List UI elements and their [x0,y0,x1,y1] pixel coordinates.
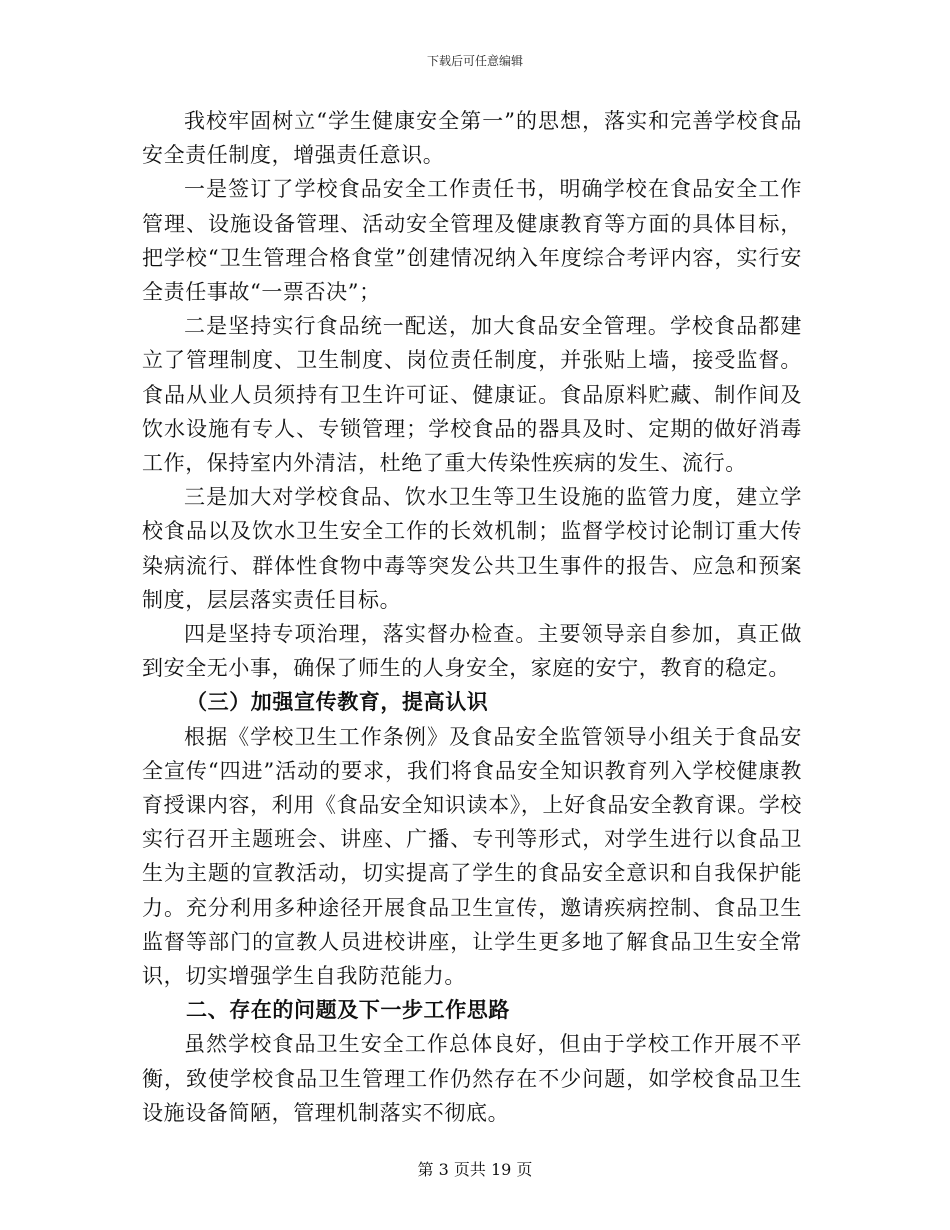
paragraph-publicity: 根据《学校卫生工作条例》及食品安全监管领导小组关于食品安全宣传“四进”活动的要求，我们将食品安全知识教育列入学校健康教育授课内容，利用《食品安全知识读本》，上好食品安全教育课。学校实行召开主题班会、讲座、广播、专刊等形式，对学生进行以食品卫生为主题的宣教活动，切实提高了学生的食品安全意识和自我保护能力。充分利用多种途径开展食品卫生宣传，邀请疾病控制、食品卫生监督等部门的宣教人员进校讲座，让学生更多地了解食品卫生安全常识，切实增强学生自我防范能力。 [142,724,802,989]
paragraph-item-three: 三是加大对学校食品、饮水卫生等卫生设施的监管力度，建立学校食品以及饮水卫生安全工作的长效机制；监督学校讨论制订重大传染病流行、群体性食物中毒等突发公共卫生事件的报告、应急和预案制度，层层落实责任目标。 [142,485,802,612]
paragraph-problems: 虽然学校食品卫生安全工作总体良好，但由于学校工作开展不平衡，致使学校食品卫生管理工作仍然存在不少问题，如学校食品卫生设施设备简陋，管理机制落实不彻底。 [142,1032,802,1125]
section-heading-problems: 二、存在的问题及下一步工作思路 [186,997,510,1023]
paragraph-item-four: 四是坚持专项治理，落实督办检查。主要领导亲自参加，真正做到安全无小事，确保了师生的人身安全，家庭的安宁，教育的稳定。 [142,622,802,681]
paragraph-item-one: 一是签订了学校食品安全工作责任书，明确学校在食品安全工作管理、设施设备管理、活动安全管理及健康教育等方面的具体目标，把学校“卫生管理合格食堂”创建情况纳入年度综合考评内容，实行安全责任事故“一票否决”； [142,177,802,305]
page-number: 第 3 页共 19 页 [417,1160,533,1179]
page-header-note: 下载后可任意编辑 [426,54,523,68]
section-heading-publicity: （三）加强宣传教育，提高认识 [186,689,489,715]
paragraph-responsibility: 我校牢固树立“学生健康安全第一”的思想，落实和完善学校食品安全责任制度，增强责任意识。 [142,109,802,168]
document-body [142,104,802,1130]
paragraph-item-two: 二是坚持实行食品统一配送，加大食品安全管理。学校食品都建立了管理制度、卫生制度、岗位责任制度，并张贴上墙，接受监督。食品从业人员须持有卫生许可证、健康证。食品原料贮藏、制作间及饮水设施有专人、专锁管理；学校食品的器具及时、定期的做好消毒工作，保持室内外清洁，杜绝了重大传染性疾病的发生、流行。 [142,314,802,476]
